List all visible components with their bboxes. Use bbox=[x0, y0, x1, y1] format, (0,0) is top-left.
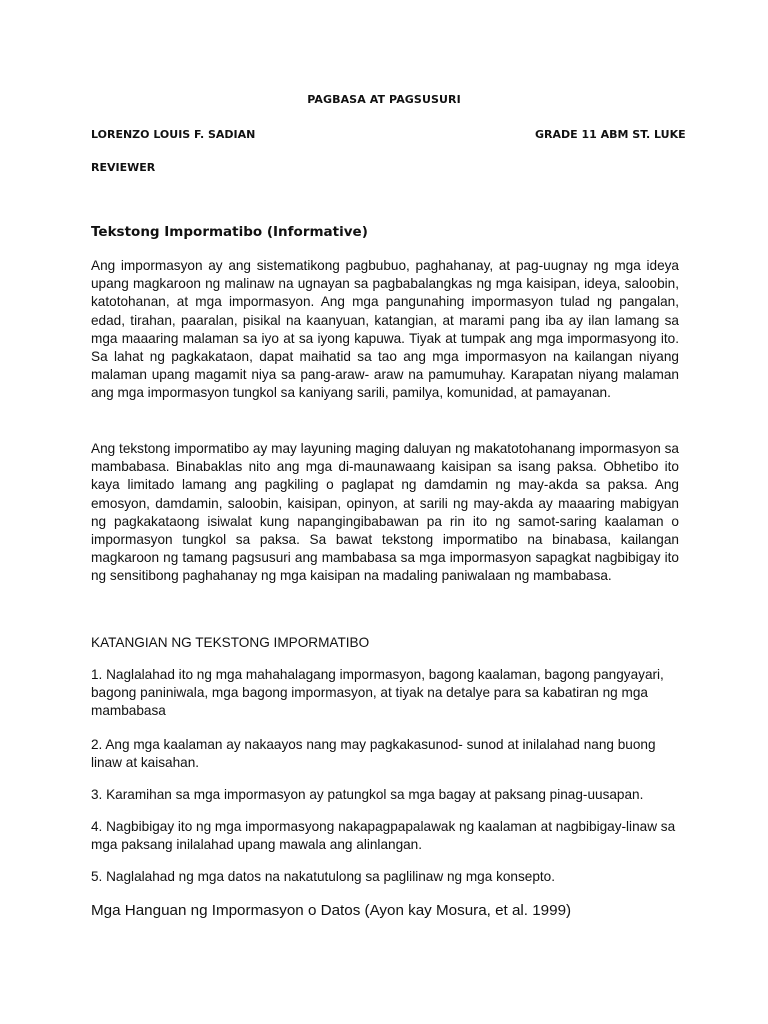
paragraph-2: Ang tekstong impormatibo ay may layuning maging daluyan ng makatotohanang impormasyon sa mambabasa. Binabaklas nito ang mga di-maunawaang kaisipan sa isang paksa. Obhetibo ito kaya limitado lamang ang pagkiling o paglapat ng damdamin ng may-akda sa paksa. Ang emosyon, damdamin, saloobin, kaisipan, opinyon, at sarili ng may-akda ay maaaring mabigyan ng pagkakataong isiwalat kung napangingibabawan pa rin ito ng samot-saring kaalaman o impormasyon tungkol sa paksa. Sa bawat tekstong impormatibo na binabasa, kailangan magkaroon ng tamang pagsusuri ang mambabasa sa mga impormasyon sapagkat nagbibigay ito ng sensitibong paghahanay ng mga kaisipan na madaling paniwalaan ng mambabasa. bbox=[91, 441, 679, 584]
author-name: LORENZO LOUIS F. SADIAN bbox=[91, 128, 256, 141]
list-item: 3. Karamihan sa mga impormasyon ay patungkol sa mga bagay at paksang pinag-uusapan. bbox=[91, 787, 644, 802]
characteristics-heading: KATANGIAN NG TEKSTONG IMPORMATIBO bbox=[91, 635, 370, 650]
section-heading: Tekstong Impormatibo (Informative) bbox=[91, 224, 368, 240]
list-item: 4. Nagbibigay ito ng mga impormasyong nakapagpapalawak ng kaalaman at nagbibigay-linaw sa mga paksang inilalahad upang mawala ang alinlangan. bbox=[91, 819, 676, 853]
paragraph-1: Ang impormasyon ay ang sistematikong pagbubuo, paghahanay, at pag-uugnay ng mga ideya upang magkaroon ng malinaw na ugnayan sa pagbabalangkas ng mga kaisipan, ideya, saloobin, katotohanan, at mga impormasyon. Ang mga pangunahing impormasyon tulad ng pangalan, edad, tirahan, paaralan, pisikal na kaanyuan, katangian, at marami pang iba ay ilan lamang sa mga maaaring malaman sa iyo at sa iyong kapuwa. Tiyak at tumpak ang mga impormasyong ito. Sa lahat ng pagkakataon, dapat maihatid sa tao ang mga impormasyon na kailangan niyang malaman upang magamit niya sa pang-araw- araw na pamumuhay. Karapatan niyang malaman ang mga impormasyon tungkol sa kaniyang sarili, pamilya, komunidad, at pamayanan. bbox=[91, 258, 679, 401]
list-item: 2. Ang mga kaalaman ay nakaayos nang may pagkakasunod- sunod at inilalahad nang buong linaw at kaisahan. bbox=[91, 737, 656, 771]
list-item: 5. Naglalahad ng mga datos na nakatutulong sa paglilinaw ng mga konsepto. bbox=[91, 869, 556, 884]
list-item: 1. Naglalahad ito ng mga mahahalagang impormasyon, bagong kaalaman, bagong pangyayari, bagong paniniwala, mga bagong impormasyon, at tiyak na detalye para sa kabatiran ng mga mambabasa bbox=[91, 667, 664, 719]
document-label: REVIEWER bbox=[91, 161, 156, 174]
document-title: PAGBASA AT PAGSUSURI bbox=[307, 93, 461, 106]
grade-section: GRADE 11 ABM ST. LUKE bbox=[535, 128, 686, 141]
sources-heading: Mga Hanguan ng Impormasyon o Datos (Ayon kay Mosura, et al. 1999) bbox=[91, 902, 572, 919]
